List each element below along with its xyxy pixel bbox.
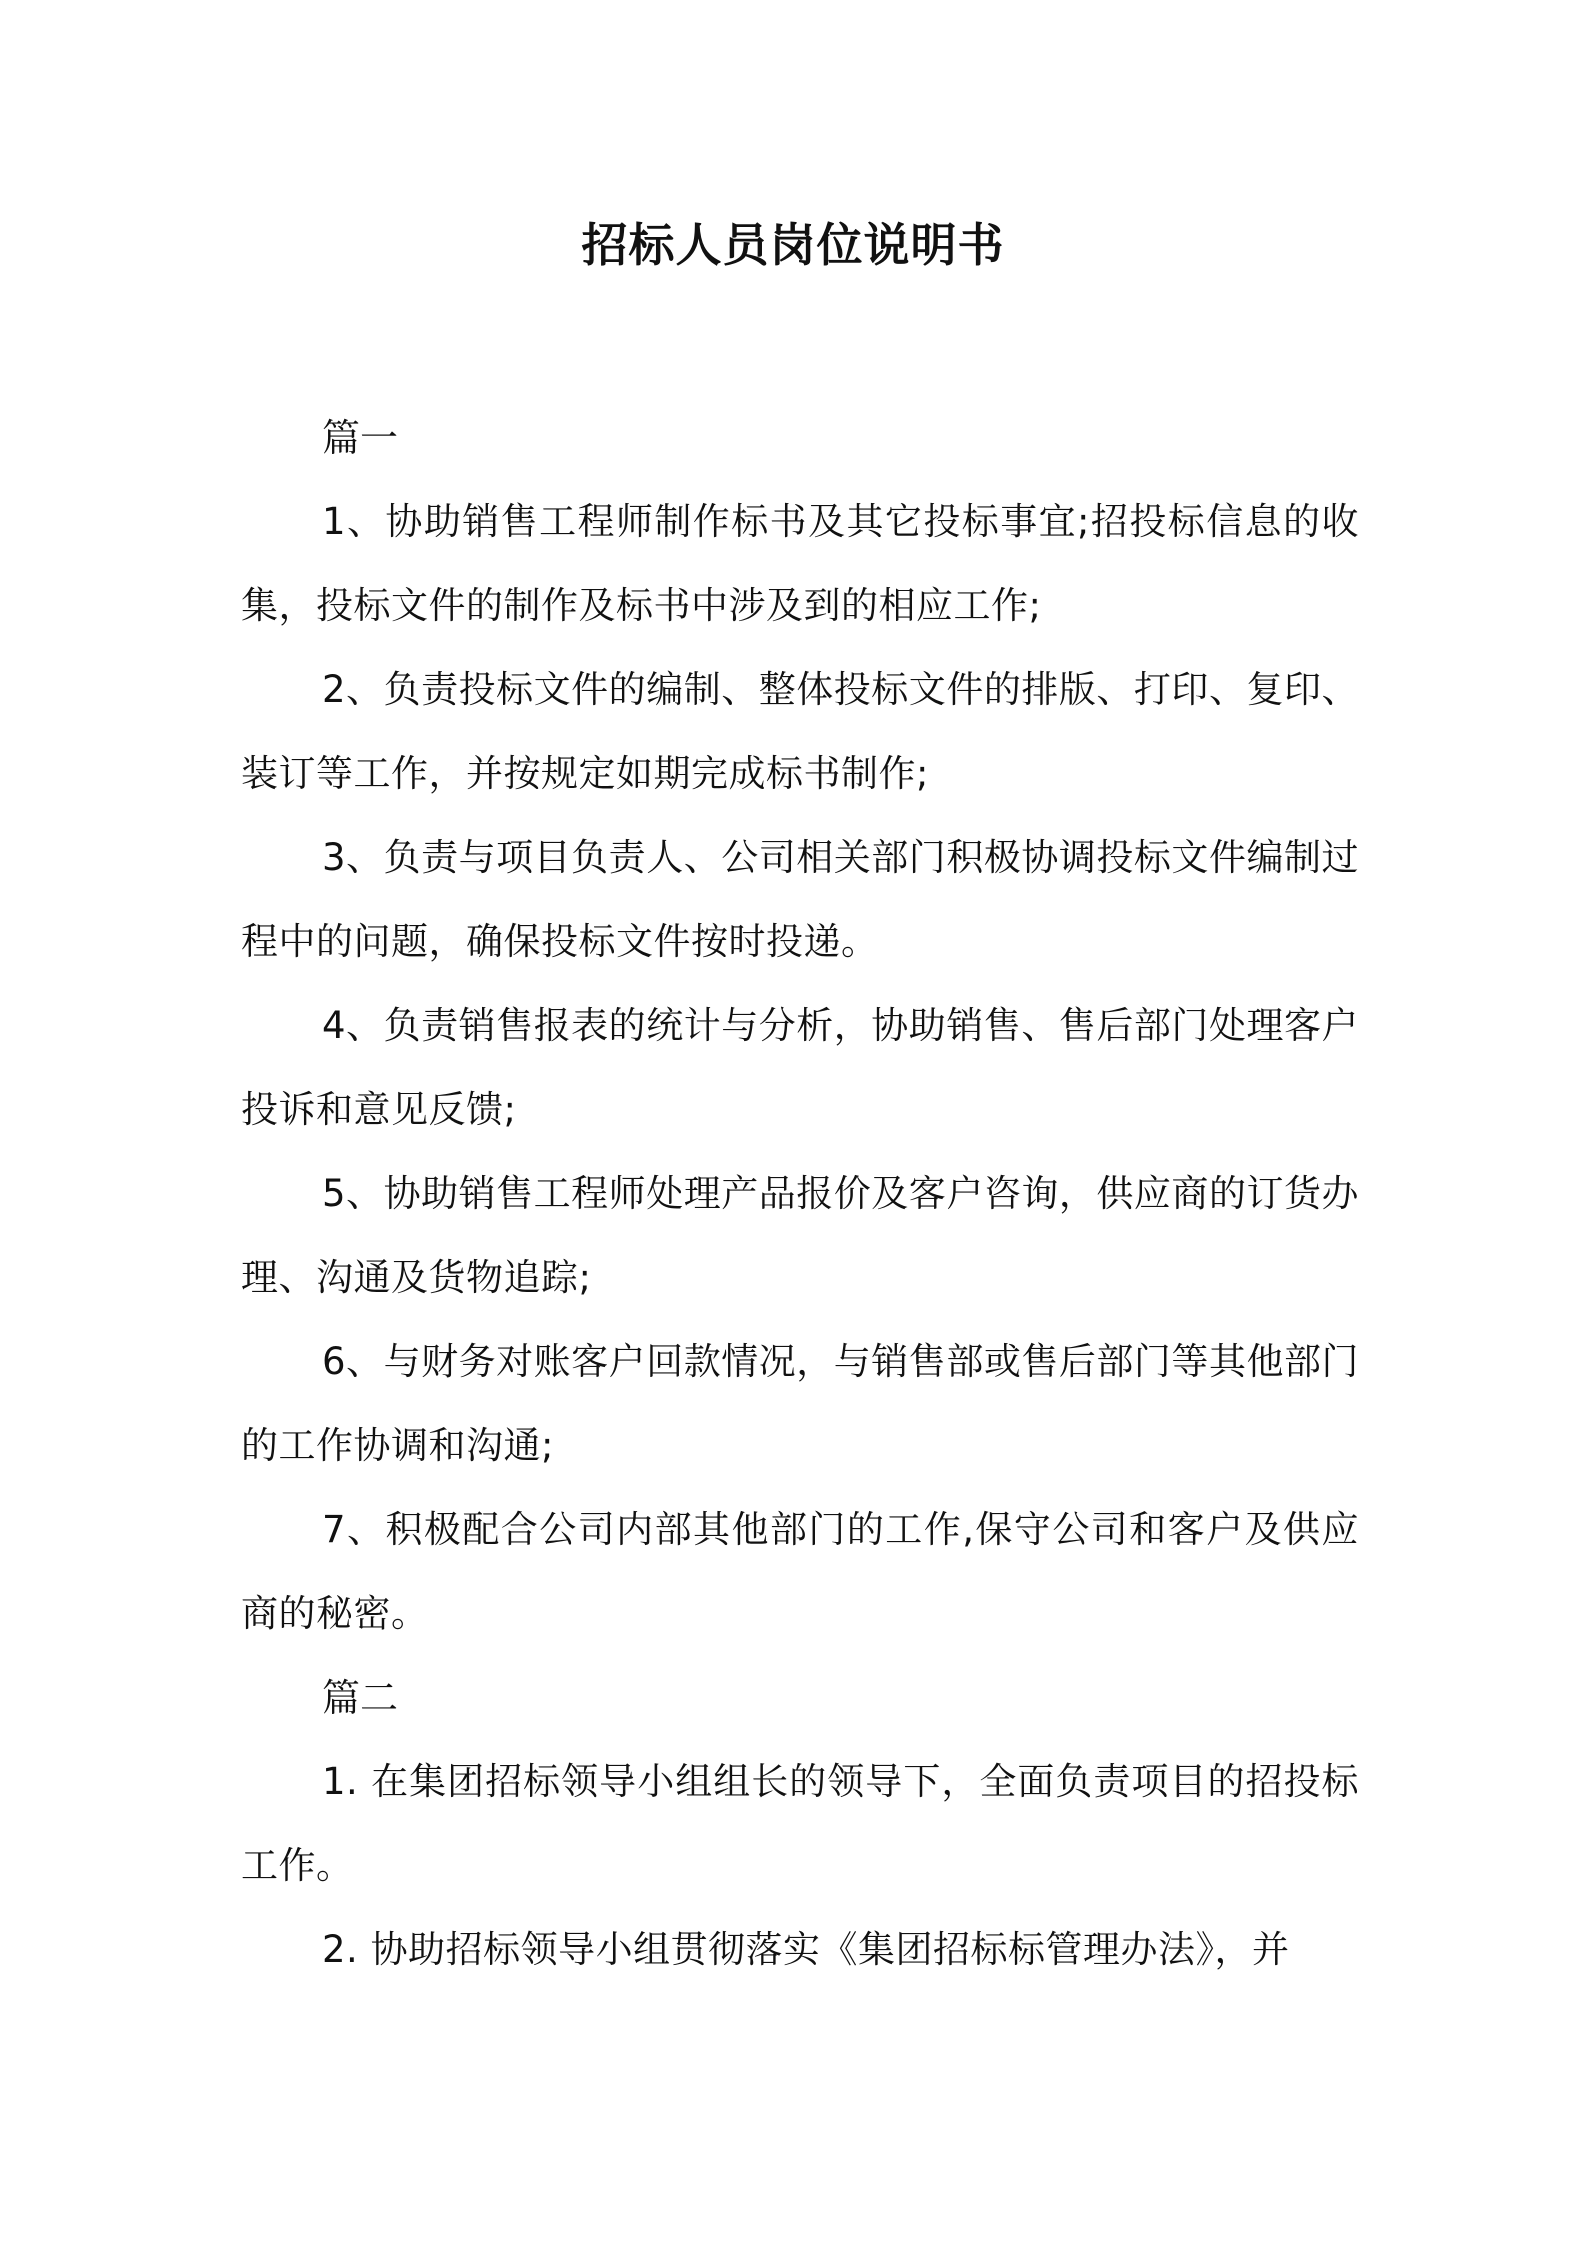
paragraph: 5、协助销售工程师处理产品报价及客户咨询，供应商的订货办理、沟通及货物追踪; [241,1172,1359,1299]
section-label-1: 篇一 [322,416,399,460]
paragraph: 2、负责投标文件的编制、整体投标文件的排版、打印、复印、装订等工作，并按规定如期完成标书制作; [241,668,1359,795]
paragraph: 6、与财务对账客户回款情况，与销售部或售后部门等其他部门的工作协调和沟通; [241,1340,1359,1467]
paragraph: 1. 在集团招标领导小组组长的领导下，全面负责项目的招投标工作。 [241,1760,1359,1887]
section-label-2: 篇二 [322,1676,399,1720]
paragraph: 4、负责销售报表的统计与分析，协助销售、售后部门处理客户投诉和意见反馈; [241,1004,1359,1131]
document-title: 招标人员岗位说明书 [581,218,1005,272]
paragraph: 2. 协助招标领导小组贯彻落实《集团招标标管理办法》，并 [322,1928,1290,1971]
paragraph: 3、负责与项目负责人、公司相关部门积极协调投标文件编制过程中的问题，确保投标文件按时投递。 [241,836,1359,963]
paragraph: 7、积极配合公司内部其他部门的工作,保守公司和客户及供应商的秘密。 [241,1508,1359,1635]
paragraph: 1、协助销售工程师制作标书及其它投标事宜;招投标信息的收集，投标文件的制作及标书中涉及到的相应工作; [241,500,1359,627]
